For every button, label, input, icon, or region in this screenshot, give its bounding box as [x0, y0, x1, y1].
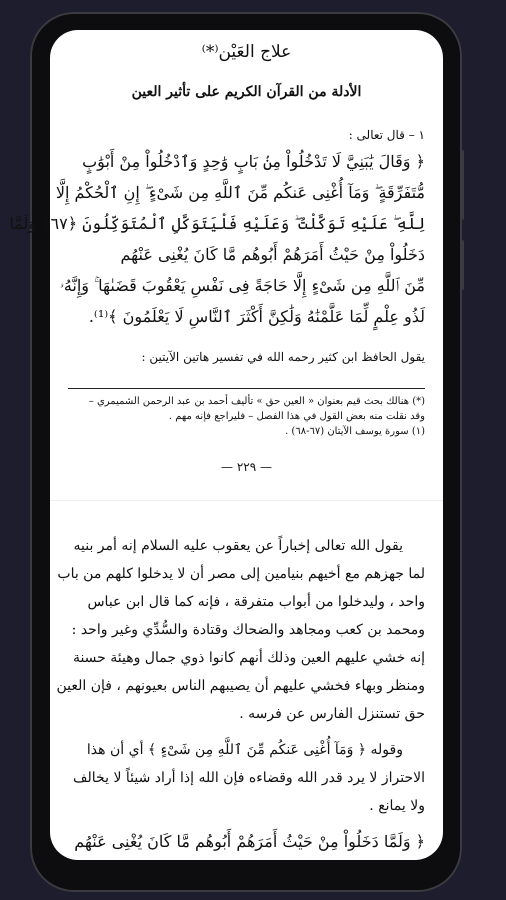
quran-verse-line: ﴿ وَقَالَ يَٰبَنِيَّ لَا تَدْخُلُواْ مِنۢ بَابٍ وَٰحِدٍ وَٱدْخُلُواْ مِنْ أَبْوَٰبٍ — [82, 152, 425, 171]
chapter-title: علاج العَيْن⁽*⁾ — [201, 42, 292, 62]
paragraph-line: الاحتراز لا يرد قدر الله وقضاءه فإن الله إذا أراد شيئاً لا يخالف — [73, 770, 425, 786]
quran-verse-line: لَذُو عِلْمٍ لِّمَا عَلَّمْنَٰهُ وَلَٰكِنَّ أَكْثَرَ ٱلنَّاسِ لَا يَعْلَمُونَ ﴾⁽¹⁾. — [88, 307, 425, 326]
paragraph-line: وقوله ﴿ وَمَآ أُغْنِى عَنكُم مِّنَ ٱللَّهِ مِن شَىْءٍ ﴾ أي أن هذا — [86, 742, 403, 758]
footnote: (*) هنالك بحث قيم بعنوان « العين حق » تأليف أحمد بن عبد الرحمن الشميمري – — [88, 396, 425, 407]
footnote-divider — [68, 388, 425, 389]
quran-verse-line: مُّتَفَرِّقَةٍ ۖ وَمَآ أُغْنِى عَنكُم مِّنَ ٱللَّهِ مِن شَىْءٍ ۖ إِنِ ٱلْحُكْمُ إِلَّا — [55, 183, 425, 202]
quran-verse-line: مِّنَ ٱللَّهِ مِن شَىْءٍ إِلَّا حَاجَةً فِى نَفْسِ يَعْقُوبَ قَضَىٰهَا ۚ وَإِنَّهُۥ — [59, 276, 425, 295]
phone-side-button — [460, 150, 464, 220]
book-page-230 — [50, 510, 443, 860]
paragraph-line: لما جهزهم مع أخيهم بنيامين إلى مصر أن لا يدخلوا كلهم من باب — [57, 566, 425, 582]
section-subtitle: الأدلة من القرآن الكريم على تأثير العين — [131, 84, 362, 100]
footnote: (١) سورة يوسف الآيتان (٦٧-٦٨) . — [285, 426, 425, 437]
paragraph-line: واحد ، وليدخلوا من أبواب متفرقة ، فإنه كما قال ابن عباس — [87, 594, 425, 610]
paragraph-line: يقول الله تعالى إخباراً عن يعقوب عليه السلام إنه أمر بنيه — [73, 538, 403, 554]
quran-verse-line: دَخَلُواْ مِنْ حَيْثُ أَمَرَهُمْ أَبُوهُم مَّا كَانَ يُغْنِى عَنْهُم — [120, 245, 425, 264]
paragraph-line: ومنظر وبهاء فخشي عليهم أن يصيبهم الناس بعيونهم ، فإن العين — [56, 678, 425, 694]
item-intro: ١ – قال تعالى : — [348, 128, 425, 142]
commentary-intro: يقول الحافظ ابن كثير رحمه الله في تفسير هاتين الآيتين : — [141, 350, 425, 364]
paragraph-line: حق تستنزل الفارس عن فرسه . — [239, 706, 425, 722]
paragraph-line: ولا يمانع . — [369, 798, 425, 814]
paragraph-line: إنه خشي عليهم العين وذلك أنهم كانوا ذوي جمال وهيئة حسنة — [72, 650, 425, 666]
paragraph-line: ومحمد بن كعب ومجاهد والضحاك وقتادة والسُّدِّي وغير واحد : — [71, 622, 425, 638]
footnote: وقد نقلت منه بعض القول في هذا الفصل – فليراجع فإنه مهم . — [168, 411, 425, 422]
page-number: — ٢٢٩ — — [221, 460, 272, 474]
book-page-229 — [9, 30, 443, 490]
phone-side-button — [460, 240, 464, 290]
quran-verse-line: لِلَّهِ ۖ عَلَيْهِ تَوَكَّلْتُ ۖ وَعَلَيْهِ فَلْيَتَوَكَّلِ ٱلْمُتَوَكِّلُونَ ﴿٦٧﴾ وَلَمَّا — [9, 214, 425, 233]
quran-verse-line: ﴿ وَلَمَّا دَخَلُواْ مِنْ حَيْثُ أَمَرَهُمْ أَبُوهُم مَّا كَانَ يُغْنِى عَنْهُم — [74, 832, 425, 851]
book-viewer[interactable] — [9, 30, 443, 860]
page-separator — [50, 500, 443, 501]
